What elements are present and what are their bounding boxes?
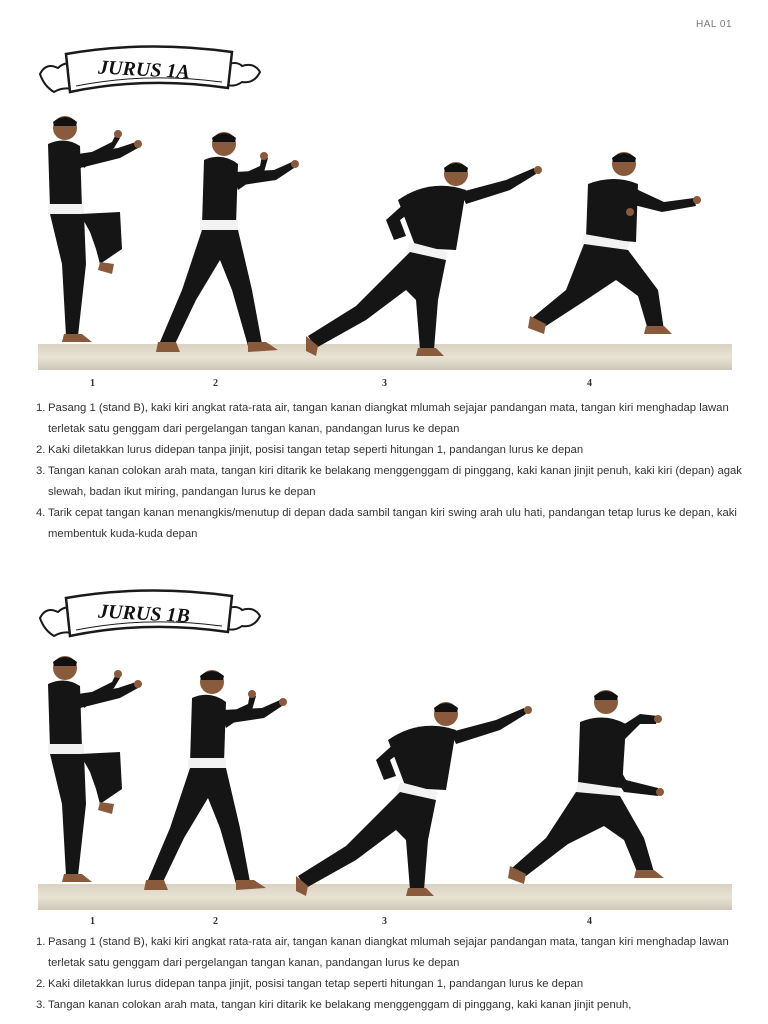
- figure-step-3: [306, 160, 546, 360]
- figure-step-1: [40, 654, 160, 894]
- figure-step-4: [508, 688, 688, 898]
- figure-step-1: [40, 114, 160, 354]
- step-number: 1: [90, 378, 95, 389]
- instruction-item: 2. Kaki diletakkan lurus didepan tanpa jinjit, posisi tangan tetap seperti hitungan 1, pandangan lurus ke depan: [36, 978, 584, 990]
- instruction-item: 1. Pasang 1 (stand B), kaki kiri angkat rata-rata air, tangan kanan diangkat mlumah sejajar pandangan mata, tangan kiri menghadap lawan terletak satu genggam dari pergelangan tangan kanan, pandangan lurus ke depan: [36, 402, 729, 435]
- section-title: JURUS 1A: [97, 56, 191, 84]
- page-number: HAL 01: [696, 19, 732, 30]
- instruction-item: 3. Tangan kanan colokan arah mata, tangan kiri ditarik ke belakang menggenggam di pinggang, kaki kanan jinjit penuh, kaki kiri (depan) agak slewah, badan ikut miring, pandangan lurus ke depan: [36, 465, 742, 498]
- instruction-item: 4. Tarik cepat tangan kanan menangkis/menutup di depan dada sambil tangan kiri swing arah ulu hati, pandangan tetap lurus ke depan, kaki membentuk kuda-kuda depan: [36, 507, 737, 540]
- step-number: 3: [382, 916, 387, 927]
- figure-step-2: [156, 130, 316, 360]
- figure-step-2: [144, 668, 304, 898]
- figure-step-3: [296, 700, 536, 900]
- section-title-banner: [36, 42, 264, 100]
- section-title: JURUS 1B: [97, 600, 191, 628]
- figure-step-4: [526, 150, 706, 360]
- step-number: 1: [90, 916, 95, 927]
- instruction-list: [36, 398, 748, 545]
- section-title-banner: [36, 586, 264, 644]
- instruction-list: [36, 932, 748, 1016]
- instruction-item: 1. Pasang 1 (stand B), kaki kiri angkat rata-rata air, tangan kanan diangkat mlumah sejajar pandangan mata, tangan kiri menghadap lawan terletak satu genggam dari pergelangan tangan kanan, pandangan lurus ke depan: [36, 936, 729, 969]
- step-number: 2: [213, 916, 218, 927]
- step-number: 4: [587, 916, 592, 927]
- step-number: 2: [213, 378, 218, 389]
- instruction-item: 2. Kaki diletakkan lurus didepan tanpa jinjit, posisi tangan tetap seperti hitungan 1, pandangan lurus ke depan: [36, 444, 584, 456]
- step-number: 3: [382, 378, 387, 389]
- step-number: 4: [587, 378, 592, 389]
- instruction-item: 3. Tangan kanan colokan arah mata, tangan kiri ditarik ke belakang menggenggam di pinggang, kaki kanan jinjit penuh,: [36, 999, 632, 1011]
